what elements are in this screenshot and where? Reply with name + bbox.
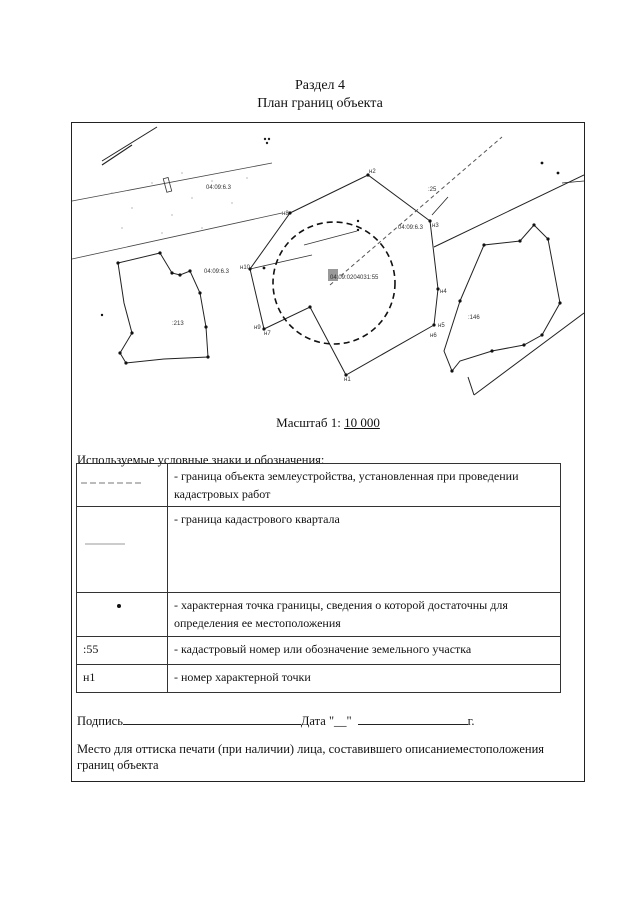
- legend-symbol-point-number: н1: [77, 665, 168, 693]
- date-label: Дата "__": [300, 714, 352, 728]
- point-label-n1: н1: [344, 377, 351, 383]
- legend-symbol-point: [77, 593, 168, 637]
- legend-symbol-parcel: :55: [77, 637, 168, 665]
- road-line: [102, 145, 132, 165]
- scale-value: 10 000: [344, 415, 380, 430]
- point-label-n2: н2: [369, 169, 376, 175]
- point-label-n8: н8: [282, 211, 289, 217]
- small-marker: [264, 138, 270, 144]
- legend-row: [77, 665, 561, 693]
- inner-line: [304, 231, 357, 245]
- legend-symbol-solid: [77, 507, 168, 593]
- parcel-213-points: [101, 251, 210, 364]
- quarter-boundary: [468, 377, 474, 395]
- parcel-146-points: [450, 223, 561, 372]
- quarter-label-left: 04:09:6.3: [204, 269, 230, 275]
- quarter-boundary: [562, 181, 584, 183]
- date-field[interactable]: [358, 724, 468, 725]
- signature-line: [77, 714, 577, 729]
- legend-table: [76, 463, 561, 693]
- object-boundary-circle: [273, 222, 395, 344]
- legend-row: [77, 593, 561, 637]
- point-label-n3: н3: [432, 223, 439, 229]
- parcel-213-outline: [118, 253, 208, 363]
- signature-label: Подпись: [77, 714, 123, 728]
- building: [163, 177, 171, 192]
- hatched-zone: [111, 172, 247, 233]
- legend-text: - граница кадастрового квартала: [168, 507, 561, 593]
- parcel-label-25: :25: [428, 187, 437, 193]
- legend-text: - номер характерной точки: [168, 665, 561, 693]
- parcel-label-146: :146: [468, 315, 480, 321]
- extra-points: [541, 162, 560, 175]
- legend-title: Используемые условные знаки и обозначения:: [77, 453, 325, 467]
- parcel-label-213: :213: [172, 321, 184, 327]
- boundary-map: [72, 123, 584, 403]
- parcel-146-outline: [444, 225, 560, 371]
- legend-row: [77, 637, 561, 665]
- quarter-label-top: 04:09:6.3: [206, 185, 232, 191]
- signature-field[interactable]: [123, 724, 301, 725]
- point-label-n10: н10: [240, 265, 250, 271]
- stamp-place-text: Место для оттиска печати (при наличии) лица, составившего описаниеместоположения границ объекта: [77, 742, 545, 772]
- legend-row: [77, 507, 561, 593]
- quarter-boundary: [72, 163, 272, 201]
- section-heading: Раздел 4: [294, 78, 346, 93]
- scale-prefix: Масштаб 1:: [276, 415, 341, 430]
- year-suffix: г.: [467, 714, 475, 728]
- point-label-n5: н5: [438, 323, 445, 329]
- quarter-boundary: [474, 313, 584, 395]
- quarter-label-right: 04:09:6.3: [398, 225, 424, 231]
- point-label-n4: н4: [440, 289, 447, 295]
- legend-text: - кадастровый номер или обозначение земельного участка: [168, 637, 561, 665]
- scale-line: [72, 415, 584, 431]
- legend-text: - характерная точка границы, сведения о которой достаточны для определения ее местоположения: [168, 593, 561, 637]
- point-label-n9: н9: [254, 325, 261, 331]
- point-label-n7: н7: [264, 331, 271, 337]
- road-line: [102, 127, 157, 161]
- point-label-n6: н6: [430, 333, 437, 339]
- inner-line: [250, 255, 312, 269]
- legend-text: - граница объекта землеустройства, установленная при проведении кадастровых работ: [168, 464, 561, 507]
- quarter-boundary: [434, 175, 584, 247]
- quarter-boundary: [72, 213, 282, 259]
- legend-symbol-dashed: [77, 464, 168, 507]
- plan-frame: [71, 122, 585, 782]
- legend-row: [77, 464, 561, 507]
- page-title: План границ объекта: [257, 96, 383, 111]
- parcel-label-55: 04:09:0204031:55: [330, 275, 379, 281]
- quarter-boundary: [432, 197, 448, 215]
